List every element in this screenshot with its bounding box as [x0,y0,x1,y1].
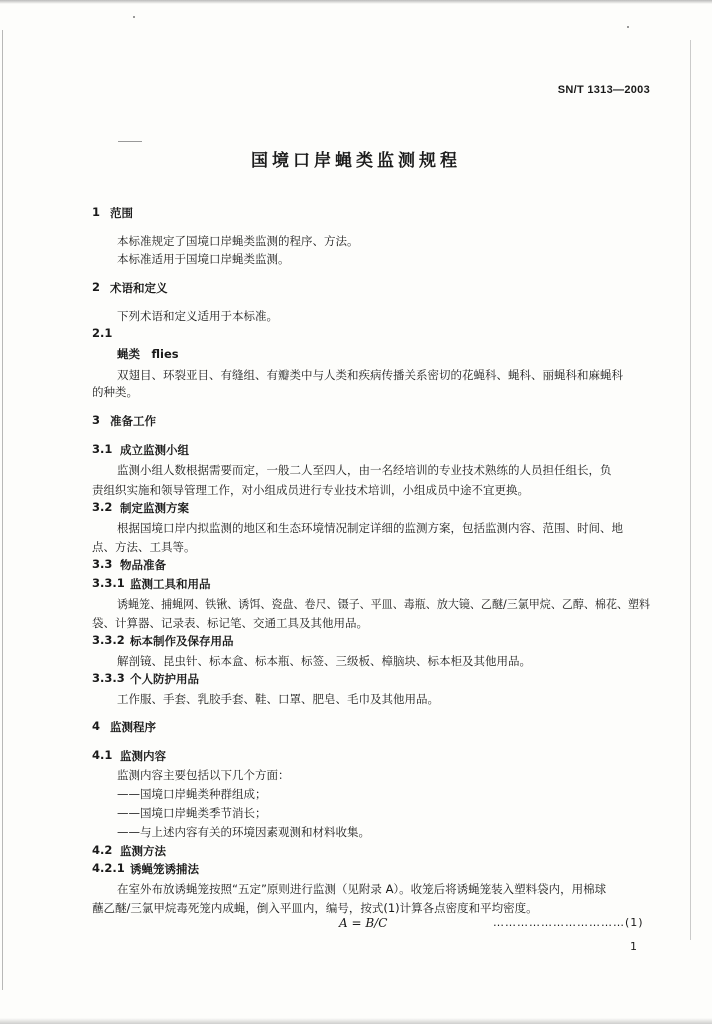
section-heading [92,748,652,764]
paragraph-line: 工作服、手套、乳胶手套、鞋、口罩、肥皂、毛巾及其他用品。 [117,692,439,706]
section-number: 3.3 [92,557,113,571]
section-number: 4.2 [92,843,113,857]
scan-speck [133,16,135,18]
scan-left-edge [2,30,3,990]
section-heading [117,346,677,362]
section-title: 准备工作 [110,414,156,428]
section-number: 4.2.1 [92,861,125,875]
section-title: 诱蝇笼诱捕法 [130,862,199,876]
section-heading [92,442,652,458]
paragraph-line: 的种类。 [92,385,138,399]
paragraph-line: 诱蝇笼、捕蝇网、铁锹、诱饵、瓷盘、卷尺、镊子、平皿、毒瓶、放大镜、乙醚/三氯甲烷、乙醇、棉花、塑料 [117,597,651,611]
page-number: 1 [630,940,637,953]
paragraph-line: 双翅目、环裂亚目、有缝组、有瓣类中与人类和疾病传播关系密切的花蝇科、蝇科、丽蝇科和麻蝇科 [117,368,623,382]
section-heading [92,413,652,429]
section-number: 3.3.2 [92,633,125,647]
section-title: 标本制作及保存用品 [130,634,234,648]
section-number: 3.3.1 [92,576,125,590]
paragraph-line: ——国境口岸蝇类种群组成； [117,787,267,801]
formula: A = B/C [339,916,388,930]
section-heading [92,205,652,221]
section-title: 成立监测小组 [120,443,189,457]
section-title: 物品准备 [120,558,166,572]
section-title: 监测工具和用品 [130,577,211,591]
section-heading [92,280,652,296]
section-heading [92,326,652,342]
section-number: 2 [92,280,101,294]
paragraph-line: ——国境口岸蝇类季节消长； [117,806,267,820]
paragraph-line: 监测内容主要包括以下几个方面： [117,768,290,782]
scan-top-edge [0,0,712,4]
paragraph-line: 监测小组人数根据需要而定，一般二人至四人，由一名经培训的专业技术熟练的人员担任组长，负 [117,463,612,477]
paragraph-line: 下列术语和定义适用于本标准。 [117,309,278,323]
section-heading [92,719,652,735]
section-heading [92,843,652,859]
paragraph-line: 解剖镜、昆虫针、标本盒、标本瓶、标签、三级板、樟脑块、标本柜及其他用品。 [117,654,531,668]
section-number: 3.3.3 [92,671,125,685]
section-number: 3 [92,413,101,427]
standard-number: SN/T 1313—2003 [557,84,650,96]
paragraph-line: 根据国境口岸内拟监测的地区和生态环境情况制定详细的监测方案，包括监测内容、范围、时间、地 [117,521,623,535]
section-number: 3.2 [92,500,113,514]
paragraph-line: 责组织实施和领导管理工作，对小组成员进行专业技术培训，小组成员中途不宜更换。 [92,483,529,497]
paragraph-line: 本标准规定了国境口岸蝇类监测的程序、方法。 [117,234,359,248]
scan-speck [627,26,629,28]
section-number: 1 [92,205,101,219]
scan-bottom-edge [0,1018,712,1024]
section-heading [92,500,652,516]
section-title: 监测内容 [120,749,166,763]
section-heading [92,557,652,573]
paragraph-line: 在室外布放诱蝇笼按照“五定”原则进行监测（见附录 A）。收笼后将诱蝇笼装入塑料袋内，用棉球 [117,882,607,896]
section-heading [92,671,652,687]
section-title: 术语和定义 [110,281,168,295]
scan-right-edge [690,40,691,940]
section-heading [92,633,652,649]
section-heading [92,576,652,592]
section-title: 范围 [110,206,133,220]
section-title: 制定监测方案 [120,501,189,515]
document-title: 国境口岸蝇类监测规程 [251,151,461,171]
paragraph-line: 点、方法、工具等。 [92,540,196,554]
scan-speck [118,141,142,142]
paragraph-line: 蘸乙醚/三氯甲烷毒死笼内成蝇，倒入平皿内，编号，按式(1)计算各点密度和平均密度。 [92,901,538,915]
section-number: 2.1 [92,326,113,340]
section-title: 个人防护用品 [130,672,199,686]
paragraph-line: 袋、计算器、记录表、标记笔、交通工具及其他用品。 [92,616,368,630]
section-number: 3.1 [92,442,113,456]
section-title: 监测方法 [120,844,166,858]
section-heading [92,861,652,877]
formula-number: ……………………………(1) [493,916,644,929]
paragraph-line: ——与上述内容有关的环境因素观测和材料收集。 [117,825,370,839]
section-title: 蝇类 flies [117,347,179,361]
section-number: 4 [92,719,101,733]
section-number: 4.1 [92,748,113,762]
paragraph-line: 本标准适用于国境口岸蝇类监测。 [117,252,290,266]
section-title: 监测程序 [110,720,156,734]
